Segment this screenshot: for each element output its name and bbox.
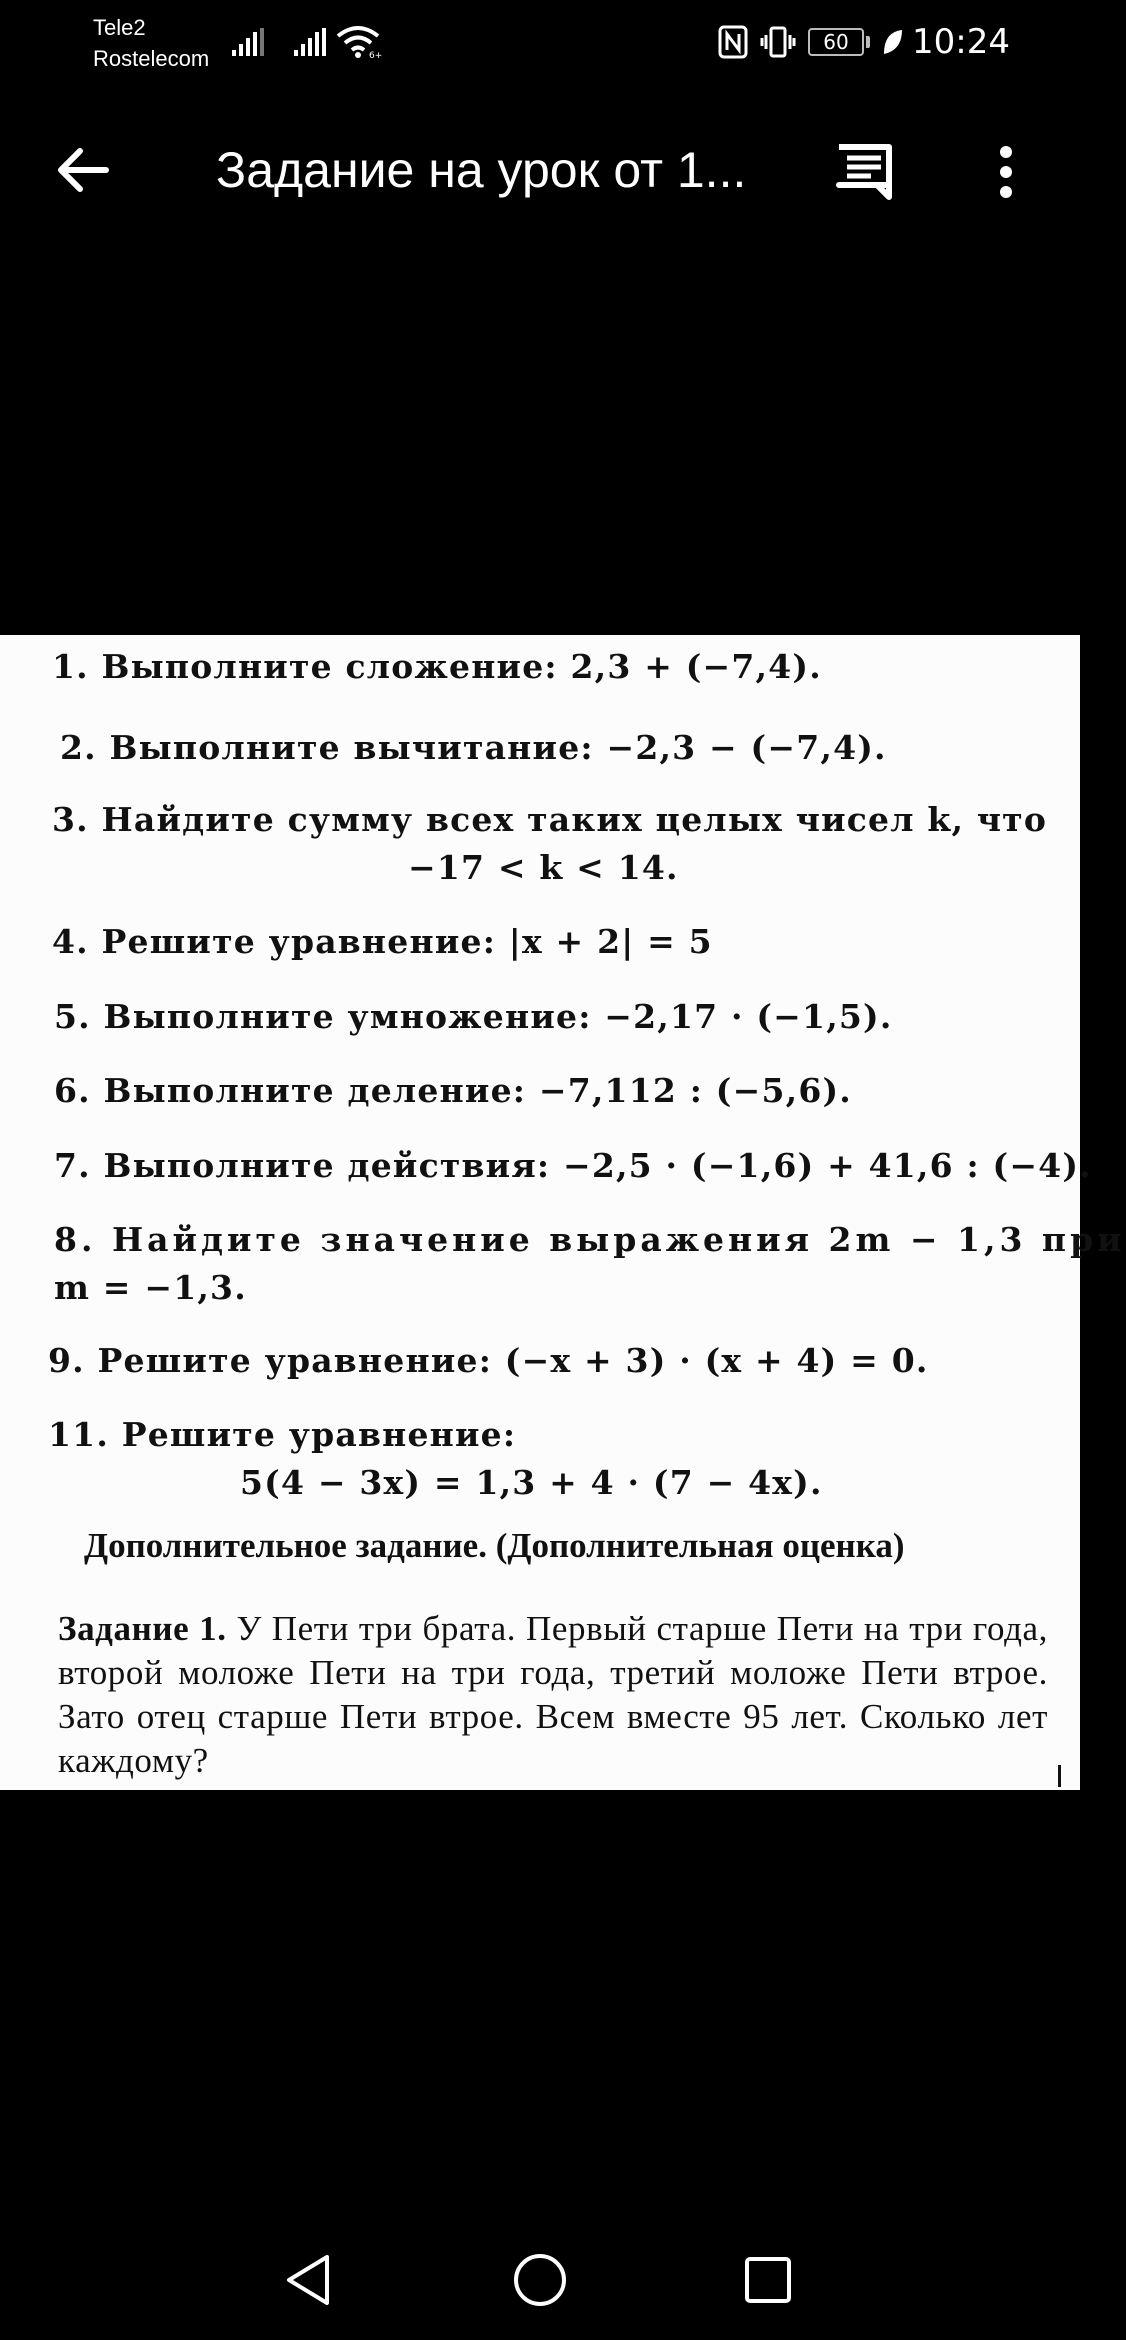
document-image	[0, 635, 1126, 1790]
status-icons	[706, 18, 1010, 66]
task-text: У Пети три брата. Первый старше Пети на три года, второй моложе Пети на три года, третий моложе Пети втрое. Зато отец старше Пети втрое. Всем вместе 95 лет. Сколько лет каждому?	[58, 1609, 1048, 1780]
more-vert-icon	[996, 144, 1016, 200]
nav-back-icon	[283, 2253, 333, 2307]
bonus-task	[58, 1607, 1048, 1783]
signal-1-icon	[232, 28, 266, 58]
status-time: 10:24	[912, 22, 1010, 62]
signal-2-icon	[294, 28, 328, 58]
problem-7: 7. Выполните действия: −2,5 · (−1,6) + 41,6 : (−4).	[54, 1146, 1092, 1185]
nav-home-button[interactable]	[502, 2242, 578, 2318]
problem-4: 4. Решите уравнение: |x + 2| = 5	[52, 922, 713, 961]
text-cursor-mark	[1058, 1765, 1061, 1787]
nav-recents-icon	[743, 2255, 793, 2305]
navigation-bar	[0, 2220, 1080, 2340]
problem-6: 6. Выполните деление: −7,112 : (−5,6).	[54, 1071, 852, 1110]
nfc-icon	[718, 25, 748, 59]
nav-back-button[interactable]	[270, 2242, 346, 2318]
bonus-heading: Дополнительное задание. (Дополнительная оценка)	[84, 1526, 905, 1565]
problem-3-line-1: 3. Найдите сумму всех таких целых чисел k, что	[52, 800, 1048, 839]
problem-3-line-2: −17 < k < 14.	[408, 848, 679, 887]
carrier-names	[93, 12, 209, 74]
problem-1: 1. Выполните сложение: 2,3 + (−7,4).	[52, 647, 822, 686]
battery-level: 60	[823, 30, 849, 54]
battery-indicator	[808, 28, 864, 56]
comment-icon	[833, 141, 895, 203]
carrier-1: Tele2	[93, 15, 146, 40]
arrow-back-icon	[54, 146, 110, 194]
nav-home-icon	[512, 2252, 568, 2308]
problem-11-line-1: 11. Решите уравнение:	[48, 1415, 517, 1454]
nav-recents-button[interactable]	[730, 2242, 806, 2318]
problem-9: 9. Решите уравнение: (−x + 3) · (x + 4) = 0.	[48, 1341, 929, 1380]
comments-button[interactable]	[826, 134, 902, 210]
wifi-icon	[336, 24, 383, 61]
page-title: Задание на урок от 1...	[216, 142, 747, 198]
more-options-button[interactable]	[968, 134, 1044, 210]
battery-saver-leaf-icon	[882, 28, 904, 56]
back-button[interactable]	[44, 132, 120, 208]
problem-8-line-1: 8. Найдите значение выражения 2m − 1,3 при	[54, 1220, 1126, 1259]
task-label: Задание 1.	[58, 1609, 227, 1648]
problem-2: 2. Выполните вычитание: −2,3 − (−7,4).	[60, 728, 887, 767]
problem-5: 5. Выполните умножение: −2,17 · (−1,5).	[54, 997, 893, 1036]
carrier-2: Rostelecom	[93, 46, 210, 71]
battery-tip	[866, 36, 870, 48]
vibrate-icon	[760, 25, 796, 59]
problem-8-line-2: m = −1,3.	[54, 1268, 247, 1307]
problem-11-line-2: 5(4 − 3x) = 1,3 + 4 · (7 − 4x).	[240, 1463, 823, 1502]
svg-text:6+: 6+	[369, 51, 383, 61]
app-bar	[0, 110, 1080, 230]
status-bar	[0, 0, 1080, 84]
